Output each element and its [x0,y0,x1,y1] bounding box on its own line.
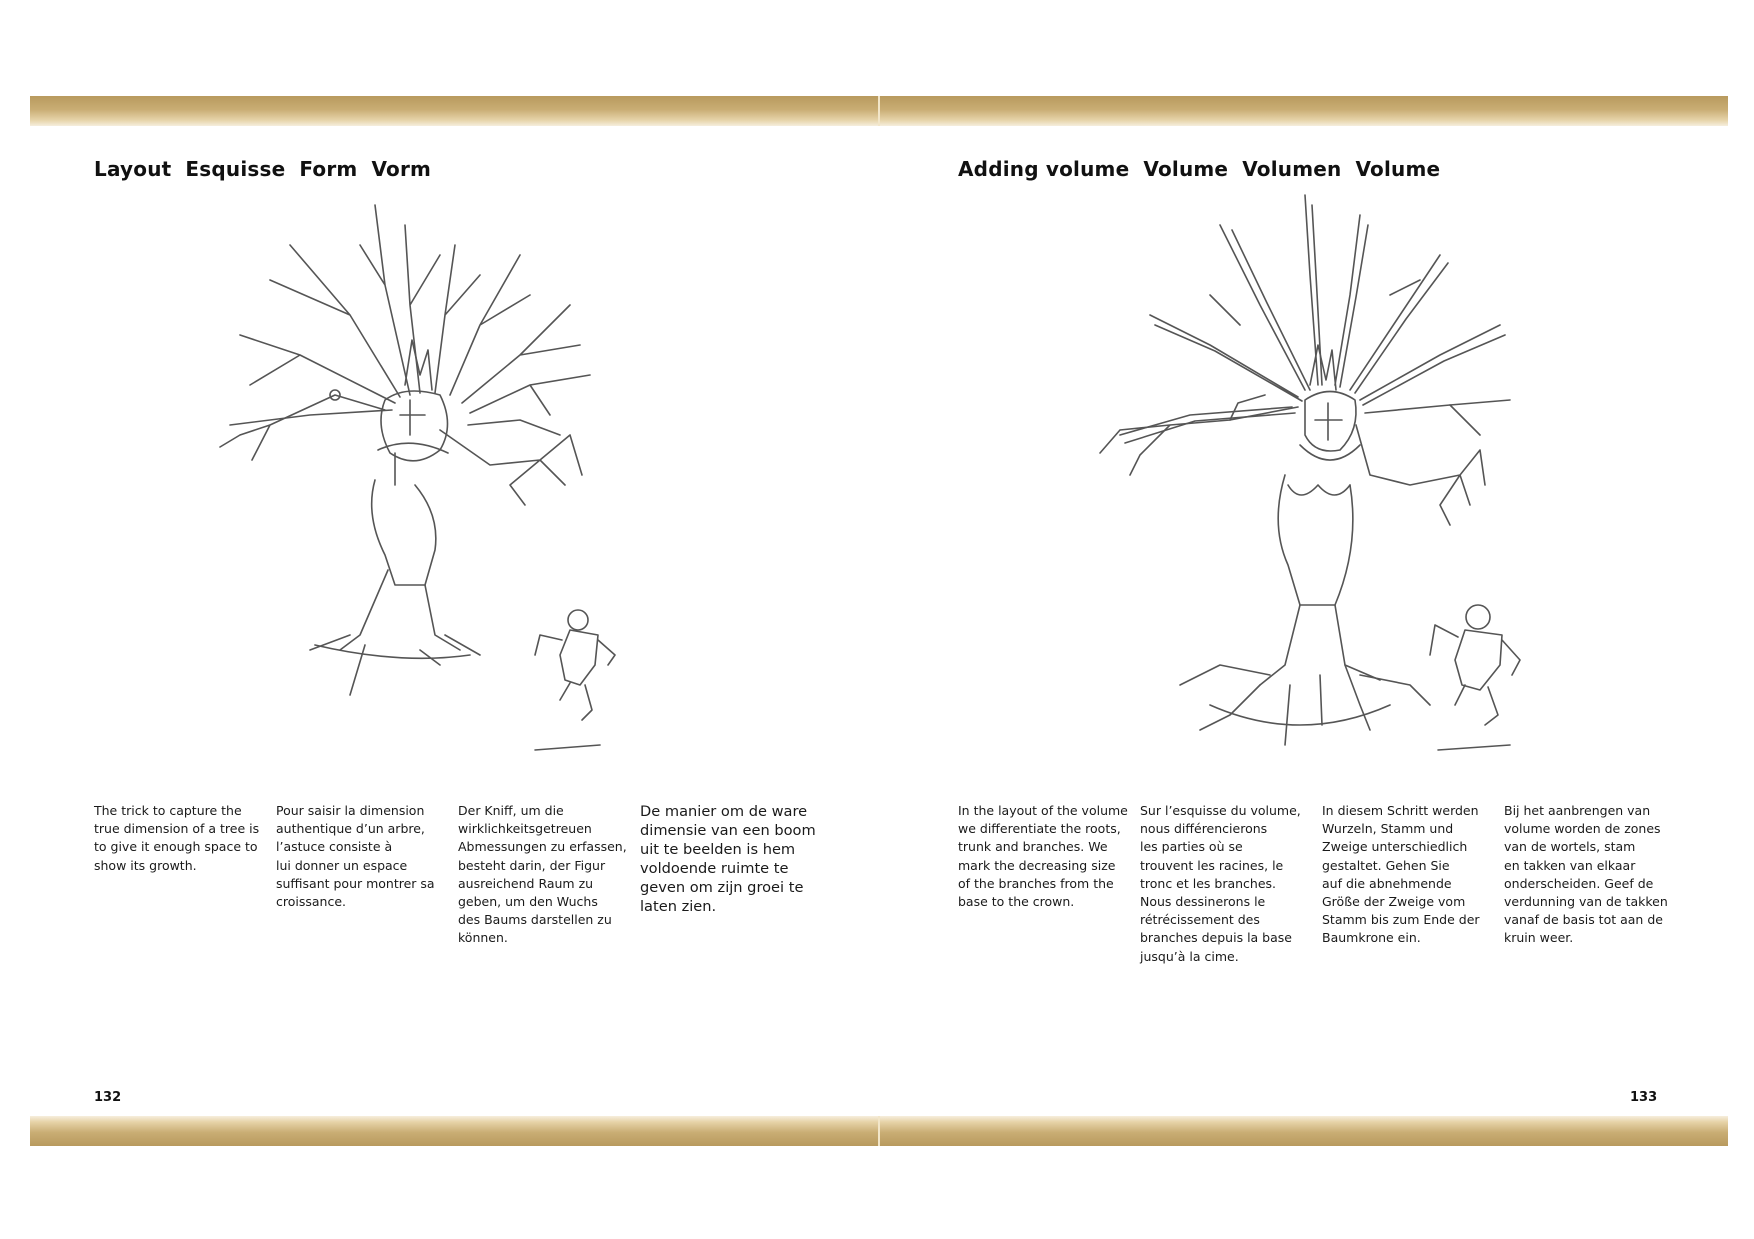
title-word: Volume [1143,157,1229,181]
title-word: Volumen [1242,157,1342,181]
top-band-gutter [878,96,880,126]
title-word: Layout [94,157,172,181]
right-text-dutch: Bij het aanbrengen van volume worden de zones van de wortels, stam en takken van elkaar onderscheiden. Geef de verdunning van de takken vanaf de basis tot aan de kruin weer. [1504,803,1668,946]
right-text-english: In the layout of the volume we differentiate the roots, trunk and branches. We mark the decreasing size of the branches from the base to the crown. [958,803,1128,910]
page-number-right: 133 [1630,1090,1658,1105]
title-word: Volume [1355,157,1441,181]
title-word: Vorm [371,157,432,181]
left-text-english: The trick to capture the true dimension of a tree is to give it enough space to show its growth. [94,803,260,873]
left-text-german: Der Kniff, um die wirklichkeitsgetreuen Abmessungen zu erfassen, besteht darin, der Figur ausreichend Raum zu geben, um den Wuchs des Baums darstellen zu können. [458,803,627,946]
title-word: Esquisse [185,157,286,181]
bottom-band-gutter [878,1116,880,1146]
left-page-title [94,157,445,181]
right-page-title [958,157,1454,181]
right-text-french: Sur l’esquisse du volume, nous différencierons les parties où se trouvent les racines, le tronc et les branches. Nous dessinerons le rétrécissement des branches depuis la base jusqu’à la cime. [1140,803,1301,964]
tree-creature-volume-sketch [1060,185,1580,785]
page-number-left: 132 [94,1090,122,1105]
right-text-german: In diesem Schritt werden Wurzeln, Stamm und Zweige unterschiedlich gestaltet. Gehen Sie auf die abnehmende Größe der Zweige vom Stamm bis zum Ende der Baumkrone ein. [1322,803,1480,946]
title-word: Adding volume [958,157,1130,181]
title-word: Form [299,157,358,181]
left-text-french: Pour saisir la dimension authentique d’un arbre, l’astuce consiste à lui donner un espace suffisant pour montrer sa croissance. [276,803,435,910]
left-text-dutch: De manier om de ware dimensie van een boom uit te beelden is hem voldoende ruimte te geven om zijn groei te laten zien. [640,803,816,915]
tree-creature-layout-sketch [200,185,700,785]
